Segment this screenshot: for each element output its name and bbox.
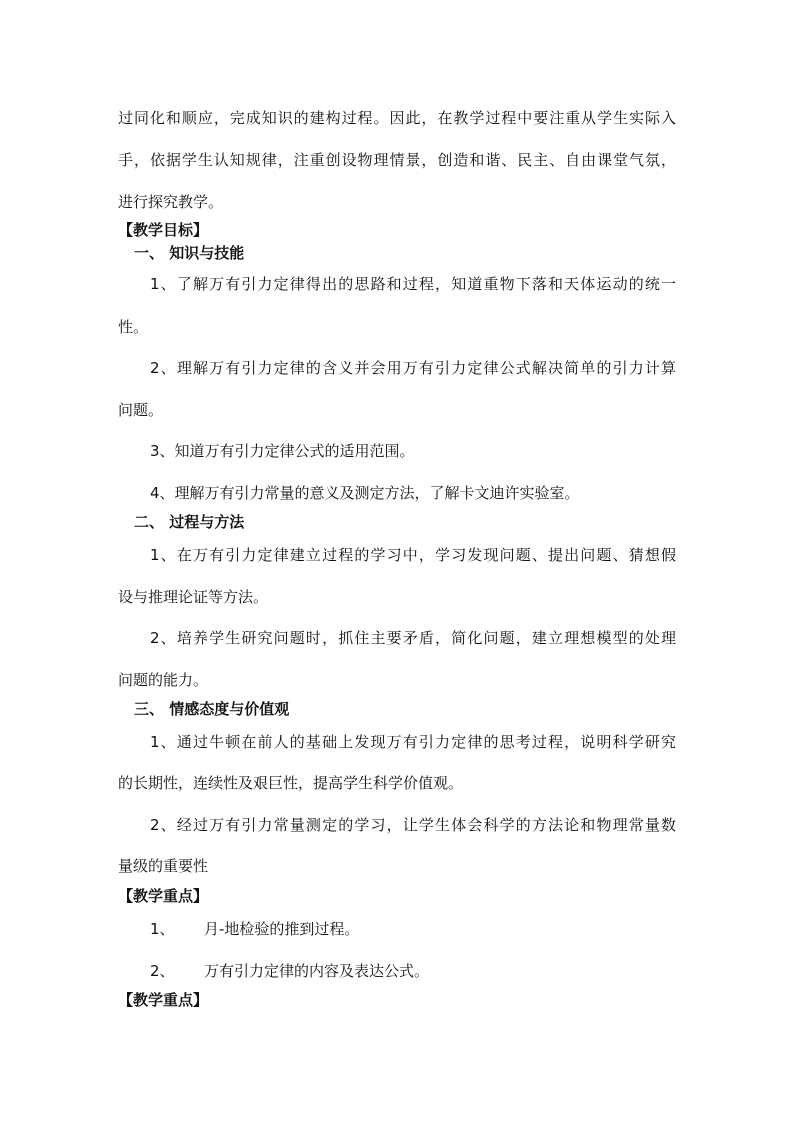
attitude-item-2-line-2: 量级的重要性 (118, 857, 209, 875)
subsection-heading-knowledge: 一、 知识与技能 (134, 244, 245, 262)
intro-line-3: 进行探究教学。 (118, 193, 224, 211)
section-heading-keypoints: 【教学重点】 (118, 887, 209, 905)
goal-item-2-line-2: 问题。 (118, 401, 164, 419)
goal-item-4: 4、理解万有引力常量的意义及测定方法，了解卡文迪许实验室。 (150, 484, 580, 502)
keypoint-1-number: 1、 (150, 920, 175, 938)
keypoint-1-text: 月-地检验的推到过程。 (204, 920, 360, 938)
process-item-1-line-1: 1、在万有引力定律建立过程的学习中，学习发现问题、提出问题、猜想假 (150, 546, 676, 564)
attitude-item-2-line-1: 2、经过万有引力常量测定的学习，让学生体会科学的方法论和物理常量数 (150, 816, 676, 834)
attitude-item-1-line-1: 1、通过牛顿在前人的基础上发现万有引力定律的思考过程，说明科学研究 (150, 733, 676, 751)
section-heading-goals: 【教学目标】 (118, 221, 209, 239)
process-item-1-line-2: 设与推理论证等方法。 (118, 588, 269, 606)
goal-item-2-line-1: 2、理解万有引力定律的含义并会用万有引力定律公式解决简单的引力计算 (150, 359, 676, 377)
keypoint-2-number: 2、 (150, 962, 175, 980)
keypoint-2-text: 万有引力定律的内容及表达公式。 (204, 962, 430, 980)
intro-line-2: 手，依据学生认知规律，注重创设物理情景，创造和谐、民主、自由课堂气氛， (118, 151, 676, 169)
subsection-heading-process: 二、 过程与方法 (134, 513, 245, 531)
intro-line-1: 过同化和顺应，完成知识的建构过程。因此，在教学过程中要注重从学生实际入 (118, 109, 676, 127)
subsection-heading-attitude: 三、 情感态度与价值观 (134, 700, 290, 718)
goal-item-1-line-2: 性。 (118, 318, 149, 336)
process-item-2-line-1: 2、培养学生研究问题时，抓住主要矛盾，简化问题，建立理想模型的处理 (150, 629, 676, 647)
process-item-2-line-2: 问题的能力。 (118, 671, 209, 689)
section-heading-difficulties: 【教学重点】 (118, 991, 209, 1009)
goal-item-3: 3、知道万有引力定律公式的适用范围。 (150, 442, 415, 460)
goal-item-1-line-1: 1、了解万有引力定律得出的思路和过程，知道重物下落和天体运动的统一 (150, 275, 676, 293)
attitude-item-1-line-2: 的长期性，连续性及艰巨性，提高学生科学价值观。 (118, 774, 464, 792)
